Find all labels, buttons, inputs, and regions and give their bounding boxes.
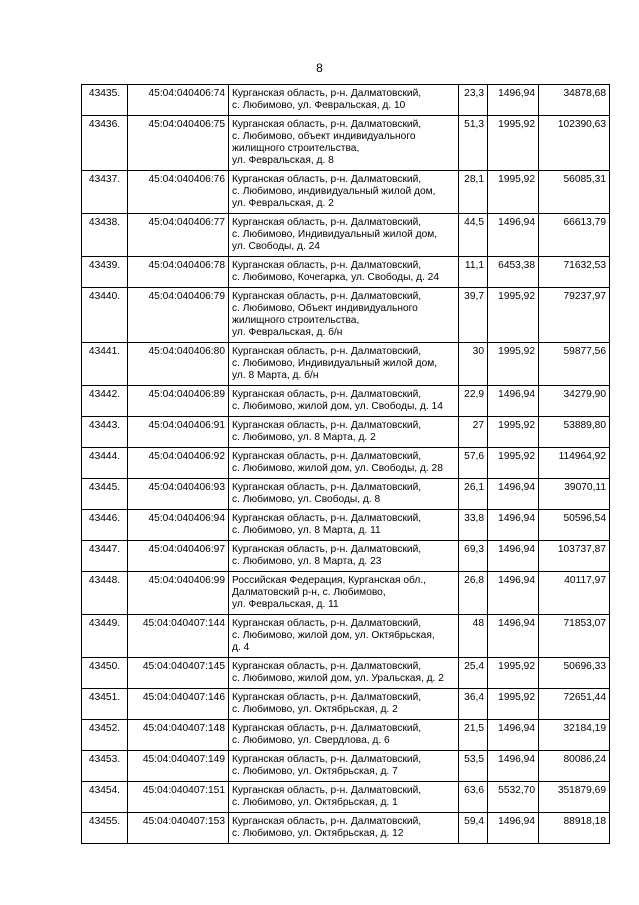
table-row [82, 214, 610, 257]
cadastral-value-cell: 53889,80 [539, 417, 610, 448]
cadastral-value-cell: 66613,79 [539, 214, 610, 257]
address-cell [229, 257, 459, 288]
area-cell: 25,4 [459, 658, 488, 689]
address-line: с. Любимово, ул. Октябрьская, д. 2 [232, 704, 398, 715]
table-row [82, 720, 610, 751]
address-line: с. Любимово, жилой дом, ул. Октябрьская, [232, 630, 435, 641]
row-number-cell: 43440. [82, 288, 128, 343]
address-line: с. Любимово, ул. Февральская, д. 10 [232, 100, 406, 111]
area-cell: 59,4 [459, 813, 488, 844]
row-number-cell: 43441. [82, 343, 128, 386]
table-row [82, 615, 610, 658]
cadastral-value-cell: 114964,92 [539, 448, 610, 479]
table-row [82, 813, 610, 844]
cadastral-value-cell: 34878,68 [539, 85, 610, 116]
address-line: Курганская область, р-н. Далматовский, [232, 618, 422, 629]
address-line: с. Любимово, индивидуальный жилой дом, [232, 186, 436, 197]
address-cell [229, 689, 459, 720]
area-cell: 23,3 [459, 85, 488, 116]
address-line: жилищного строительства, [232, 143, 360, 154]
row-number-cell: 43447. [82, 541, 128, 572]
address-line: с. Любимово, ул. 8 Марта, д. 2 [232, 432, 376, 443]
area-cell: 57,6 [459, 448, 488, 479]
specific-value-cell: 6453,38 [488, 257, 539, 288]
specific-value-cell: 1496,94 [488, 813, 539, 844]
row-number-cell: 43439. [82, 257, 128, 288]
table-row [82, 417, 610, 448]
area-cell: 53,5 [459, 751, 488, 782]
cadastral-value-cell: 79237,97 [539, 288, 610, 343]
table-row [82, 689, 610, 720]
address-line: с. Любимово, Кочегарка, ул. Свободы, д. 24 [232, 272, 440, 283]
table-row [82, 782, 610, 813]
area-cell: 63,6 [459, 782, 488, 813]
address-line: ул. 8 Марта, д. б/н [232, 370, 319, 381]
cadastral-value-cell: 72651,44 [539, 689, 610, 720]
row-number-cell: 43453. [82, 751, 128, 782]
cadastral-value-cell: 80086,24 [539, 751, 610, 782]
address-line: с. Любимово, ул. Свободы, д. 8 [232, 494, 381, 505]
table-row [82, 386, 610, 417]
address-line: с. Любимово, Индивидуальный жилой дом, [232, 229, 438, 240]
area-cell: 28,1 [459, 171, 488, 214]
row-number-cell: 43445. [82, 479, 128, 510]
specific-value-cell: 1496,94 [488, 510, 539, 541]
address-line: с. Любимово, жилой дом, ул. Свободы, д. 14 [232, 401, 443, 412]
row-number-cell: 43451. [82, 689, 128, 720]
area-cell: 11,1 [459, 257, 488, 288]
address-line: с. Любимово, ул. Октябрьская, д. 7 [232, 766, 398, 777]
address-line: Курганская область, р-н. Далматовский, [232, 754, 422, 765]
address-cell [229, 214, 459, 257]
cadastral-number-cell: 45:04:040407:149 [128, 751, 229, 782]
cadastral-number-cell: 45:04:040406:94 [128, 510, 229, 541]
cadastral-number-cell: 45:04:040406:77 [128, 214, 229, 257]
area-cell: 69,3 [459, 541, 488, 572]
area-cell: 33,8 [459, 510, 488, 541]
address-line: Курганская область, р-н. Далматовский, [232, 291, 422, 302]
table-row [82, 572, 610, 615]
cadastral-value-cell: 56085,31 [539, 171, 610, 214]
cadastral-number-cell: 45:04:040407:145 [128, 658, 229, 689]
area-cell: 36,4 [459, 689, 488, 720]
address-line: Курганская область, р-н. Далматовский, [232, 661, 422, 672]
specific-value-cell: 1995,92 [488, 116, 539, 171]
address-cell [229, 417, 459, 448]
address-line: с. Любимово, Объект индивидуального [232, 303, 418, 314]
cadastral-number-cell: 45:04:040406:78 [128, 257, 229, 288]
address-line: с. Любимово, ул. 8 Марта, д. 11 [232, 525, 381, 536]
address-line: ул. Февральская, д. б/н [232, 327, 343, 338]
address-line: Курганская область, р-н. Далматовский, [232, 544, 422, 555]
specific-value-cell: 1496,94 [488, 720, 539, 751]
address-line: Курганская область, р-н. Далматовский, [232, 785, 422, 796]
address-line: ул. Февральская, д. 11 [232, 599, 339, 610]
cadastral-value-cell: 32184,19 [539, 720, 610, 751]
table-row [82, 288, 610, 343]
cadastral-number-cell: 45:04:040406:92 [128, 448, 229, 479]
address-cell [229, 720, 459, 751]
address-cell [229, 448, 459, 479]
row-number-cell: 43442. [82, 386, 128, 417]
address-line: с. Любимово, ул. Октябрьская, д. 1 [232, 797, 398, 808]
address-line: Курганская область, р-н. Далматовский, [232, 513, 422, 524]
area-cell: 51,3 [459, 116, 488, 171]
table-row [82, 541, 610, 572]
address-cell [229, 541, 459, 572]
cadastral-number-cell: 45:04:040407:148 [128, 720, 229, 751]
row-number-cell: 43437. [82, 171, 128, 214]
cadastral-value-table [81, 84, 610, 844]
cadastral-number-cell: 45:04:040406:93 [128, 479, 229, 510]
address-cell [229, 751, 459, 782]
address-line: д. 4 [232, 642, 250, 653]
area-cell: 27 [459, 417, 488, 448]
specific-value-cell: 1496,94 [488, 615, 539, 658]
area-cell: 48 [459, 615, 488, 658]
row-number-cell: 43452. [82, 720, 128, 751]
table-body [82, 85, 610, 844]
cadastral-number-cell: 45:04:040406:91 [128, 417, 229, 448]
specific-value-cell: 1496,94 [488, 572, 539, 615]
address-cell [229, 171, 459, 214]
address-line: жилищного строительства, [232, 315, 360, 326]
row-number-cell: 43444. [82, 448, 128, 479]
table-row [82, 257, 610, 288]
address-line: с. Любимово, Индивидуальный жилой дом, [232, 358, 438, 369]
cadastral-value-cell: 71853,07 [539, 615, 610, 658]
address-cell [229, 288, 459, 343]
address-cell [229, 116, 459, 171]
cadastral-number-cell: 45:04:040406:75 [128, 116, 229, 171]
address-line: Курганская область, р-н. Далматовский, [232, 260, 422, 271]
address-line: с. Любимово, ул. Октябрьская, д. 12 [232, 828, 404, 839]
address-cell [229, 782, 459, 813]
address-line: Курганская область, р-н. Далматовский, [232, 119, 422, 130]
cadastral-value-cell: 40117,97 [539, 572, 610, 615]
address-cell [229, 615, 459, 658]
cadastral-value-cell: 71632,53 [539, 257, 610, 288]
address-cell [229, 572, 459, 615]
table-row [82, 658, 610, 689]
address-line: Курганская область, р-н. Далматовский, [232, 692, 422, 703]
row-number-cell: 43446. [82, 510, 128, 541]
address-line: Далматовский р-н, с. Любимово, [232, 587, 386, 598]
row-number-cell: 43448. [82, 572, 128, 615]
cadastral-value-cell: 50696,33 [539, 658, 610, 689]
table-row [82, 171, 610, 214]
row-number-cell: 43436. [82, 116, 128, 171]
specific-value-cell: 1496,94 [488, 85, 539, 116]
address-line: Курганская область, р-н. Далматовский, [232, 389, 422, 400]
specific-value-cell: 1496,94 [488, 214, 539, 257]
row-number-cell: 43455. [82, 813, 128, 844]
row-number-cell: 43438. [82, 214, 128, 257]
cadastral-value-cell: 34279,90 [539, 386, 610, 417]
specific-value-cell: 1995,92 [488, 448, 539, 479]
cadastral-number-cell: 45:04:040407:146 [128, 689, 229, 720]
table-row [82, 343, 610, 386]
row-number-cell: 43454. [82, 782, 128, 813]
address-line: Российская Федерация, Курганская обл., [232, 575, 426, 586]
cadastral-value-cell: 103737,87 [539, 541, 610, 572]
row-number-cell: 43450. [82, 658, 128, 689]
cadastral-value-cell: 102390,63 [539, 116, 610, 171]
address-line: Курганская область, р-н. Далматовский, [232, 451, 422, 462]
cadastral-number-cell: 45:04:040406:74 [128, 85, 229, 116]
table-row [82, 85, 610, 116]
specific-value-cell: 1995,92 [488, 658, 539, 689]
cadastral-number-cell: 45:04:040406:89 [128, 386, 229, 417]
cadastral-number-cell: 45:04:040407:151 [128, 782, 229, 813]
specific-value-cell: 1995,92 [488, 288, 539, 343]
row-number-cell: 43435. [82, 85, 128, 116]
cadastral-value-cell: 88918,18 [539, 813, 610, 844]
cadastral-number-cell: 45:04:040406:79 [128, 288, 229, 343]
address-line: с. Любимово, ул. 8 Марта, д. 23 [232, 556, 382, 567]
area-cell: 39,7 [459, 288, 488, 343]
specific-value-cell: 1995,92 [488, 417, 539, 448]
cadastral-number-cell: 45:04:040406:97 [128, 541, 229, 572]
address-line: Курганская область, р-н. Далматовский, [232, 816, 422, 827]
cadastral-value-cell: 50596,54 [539, 510, 610, 541]
table-row [82, 448, 610, 479]
address-line: с. Любимово, объект индивидуального [232, 131, 416, 142]
table-row [82, 116, 610, 171]
area-cell: 26,8 [459, 572, 488, 615]
specific-value-cell: 1995,92 [488, 689, 539, 720]
table-row [82, 510, 610, 541]
address-cell [229, 510, 459, 541]
area-cell: 26,1 [459, 479, 488, 510]
cadastral-number-cell: 45:04:040406:76 [128, 171, 229, 214]
cadastral-number-cell: 45:04:040407:153 [128, 813, 229, 844]
address-line: Курганская область, р-н. Далматовский, [232, 420, 422, 431]
specific-value-cell: 1496,94 [488, 386, 539, 417]
cadastral-value-cell: 59877,56 [539, 343, 610, 386]
specific-value-cell: 1496,94 [488, 479, 539, 510]
page-number: 8 [316, 61, 323, 75]
cadastral-number-cell: 45:04:040407:144 [128, 615, 229, 658]
area-cell: 21,5 [459, 720, 488, 751]
address-cell [229, 479, 459, 510]
address-line: с. Любимово, жилой дом, ул. Уральская, д. 2 [232, 673, 444, 684]
address-line: Курганская область, р-н. Далматовский, [232, 174, 422, 185]
address-cell [229, 85, 459, 116]
cadastral-number-cell: 45:04:040406:80 [128, 343, 229, 386]
address-line: Курганская область, р-н. Далматовский, [232, 346, 422, 357]
row-number-cell: 43443. [82, 417, 128, 448]
address-line: Курганская область, р-н. Далматовский, [232, 88, 422, 99]
specific-value-cell: 5532,70 [488, 782, 539, 813]
table-row [82, 751, 610, 782]
address-cell [229, 386, 459, 417]
address-line: Курганская область, р-н. Далматовский, [232, 482, 422, 493]
address-cell [229, 343, 459, 386]
specific-value-cell: 1496,94 [488, 751, 539, 782]
address-line: с. Любимово, ул. Свердлова, д. 6 [232, 735, 390, 746]
area-cell: 44,5 [459, 214, 488, 257]
address-line: ул. Февральская, д. 8 [232, 155, 334, 166]
address-line: ул. Февральская, д. 2 [232, 198, 334, 209]
specific-value-cell: 1995,92 [488, 171, 539, 214]
address-line: Курганская область, р-н. Далматовский, [232, 217, 422, 228]
address-line: Курганская область, р-н. Далматовский, [232, 723, 422, 734]
area-cell: 22,9 [459, 386, 488, 417]
address-line: ул. Свободы, д. 24 [232, 241, 320, 252]
row-number-cell: 43449. [82, 615, 128, 658]
specific-value-cell: 1995,92 [488, 343, 539, 386]
cadastral-value-cell: 351879,69 [539, 782, 610, 813]
specific-value-cell: 1496,94 [488, 541, 539, 572]
address-cell [229, 813, 459, 844]
address-cell [229, 658, 459, 689]
area-cell: 30 [459, 343, 488, 386]
cadastral-number-cell: 45:04:040406:99 [128, 572, 229, 615]
table-row [82, 479, 610, 510]
cadastral-value-cell: 39070,11 [539, 479, 610, 510]
address-line: с. Любимово, жилой дом, ул. Свободы, д. 28 [232, 463, 443, 474]
